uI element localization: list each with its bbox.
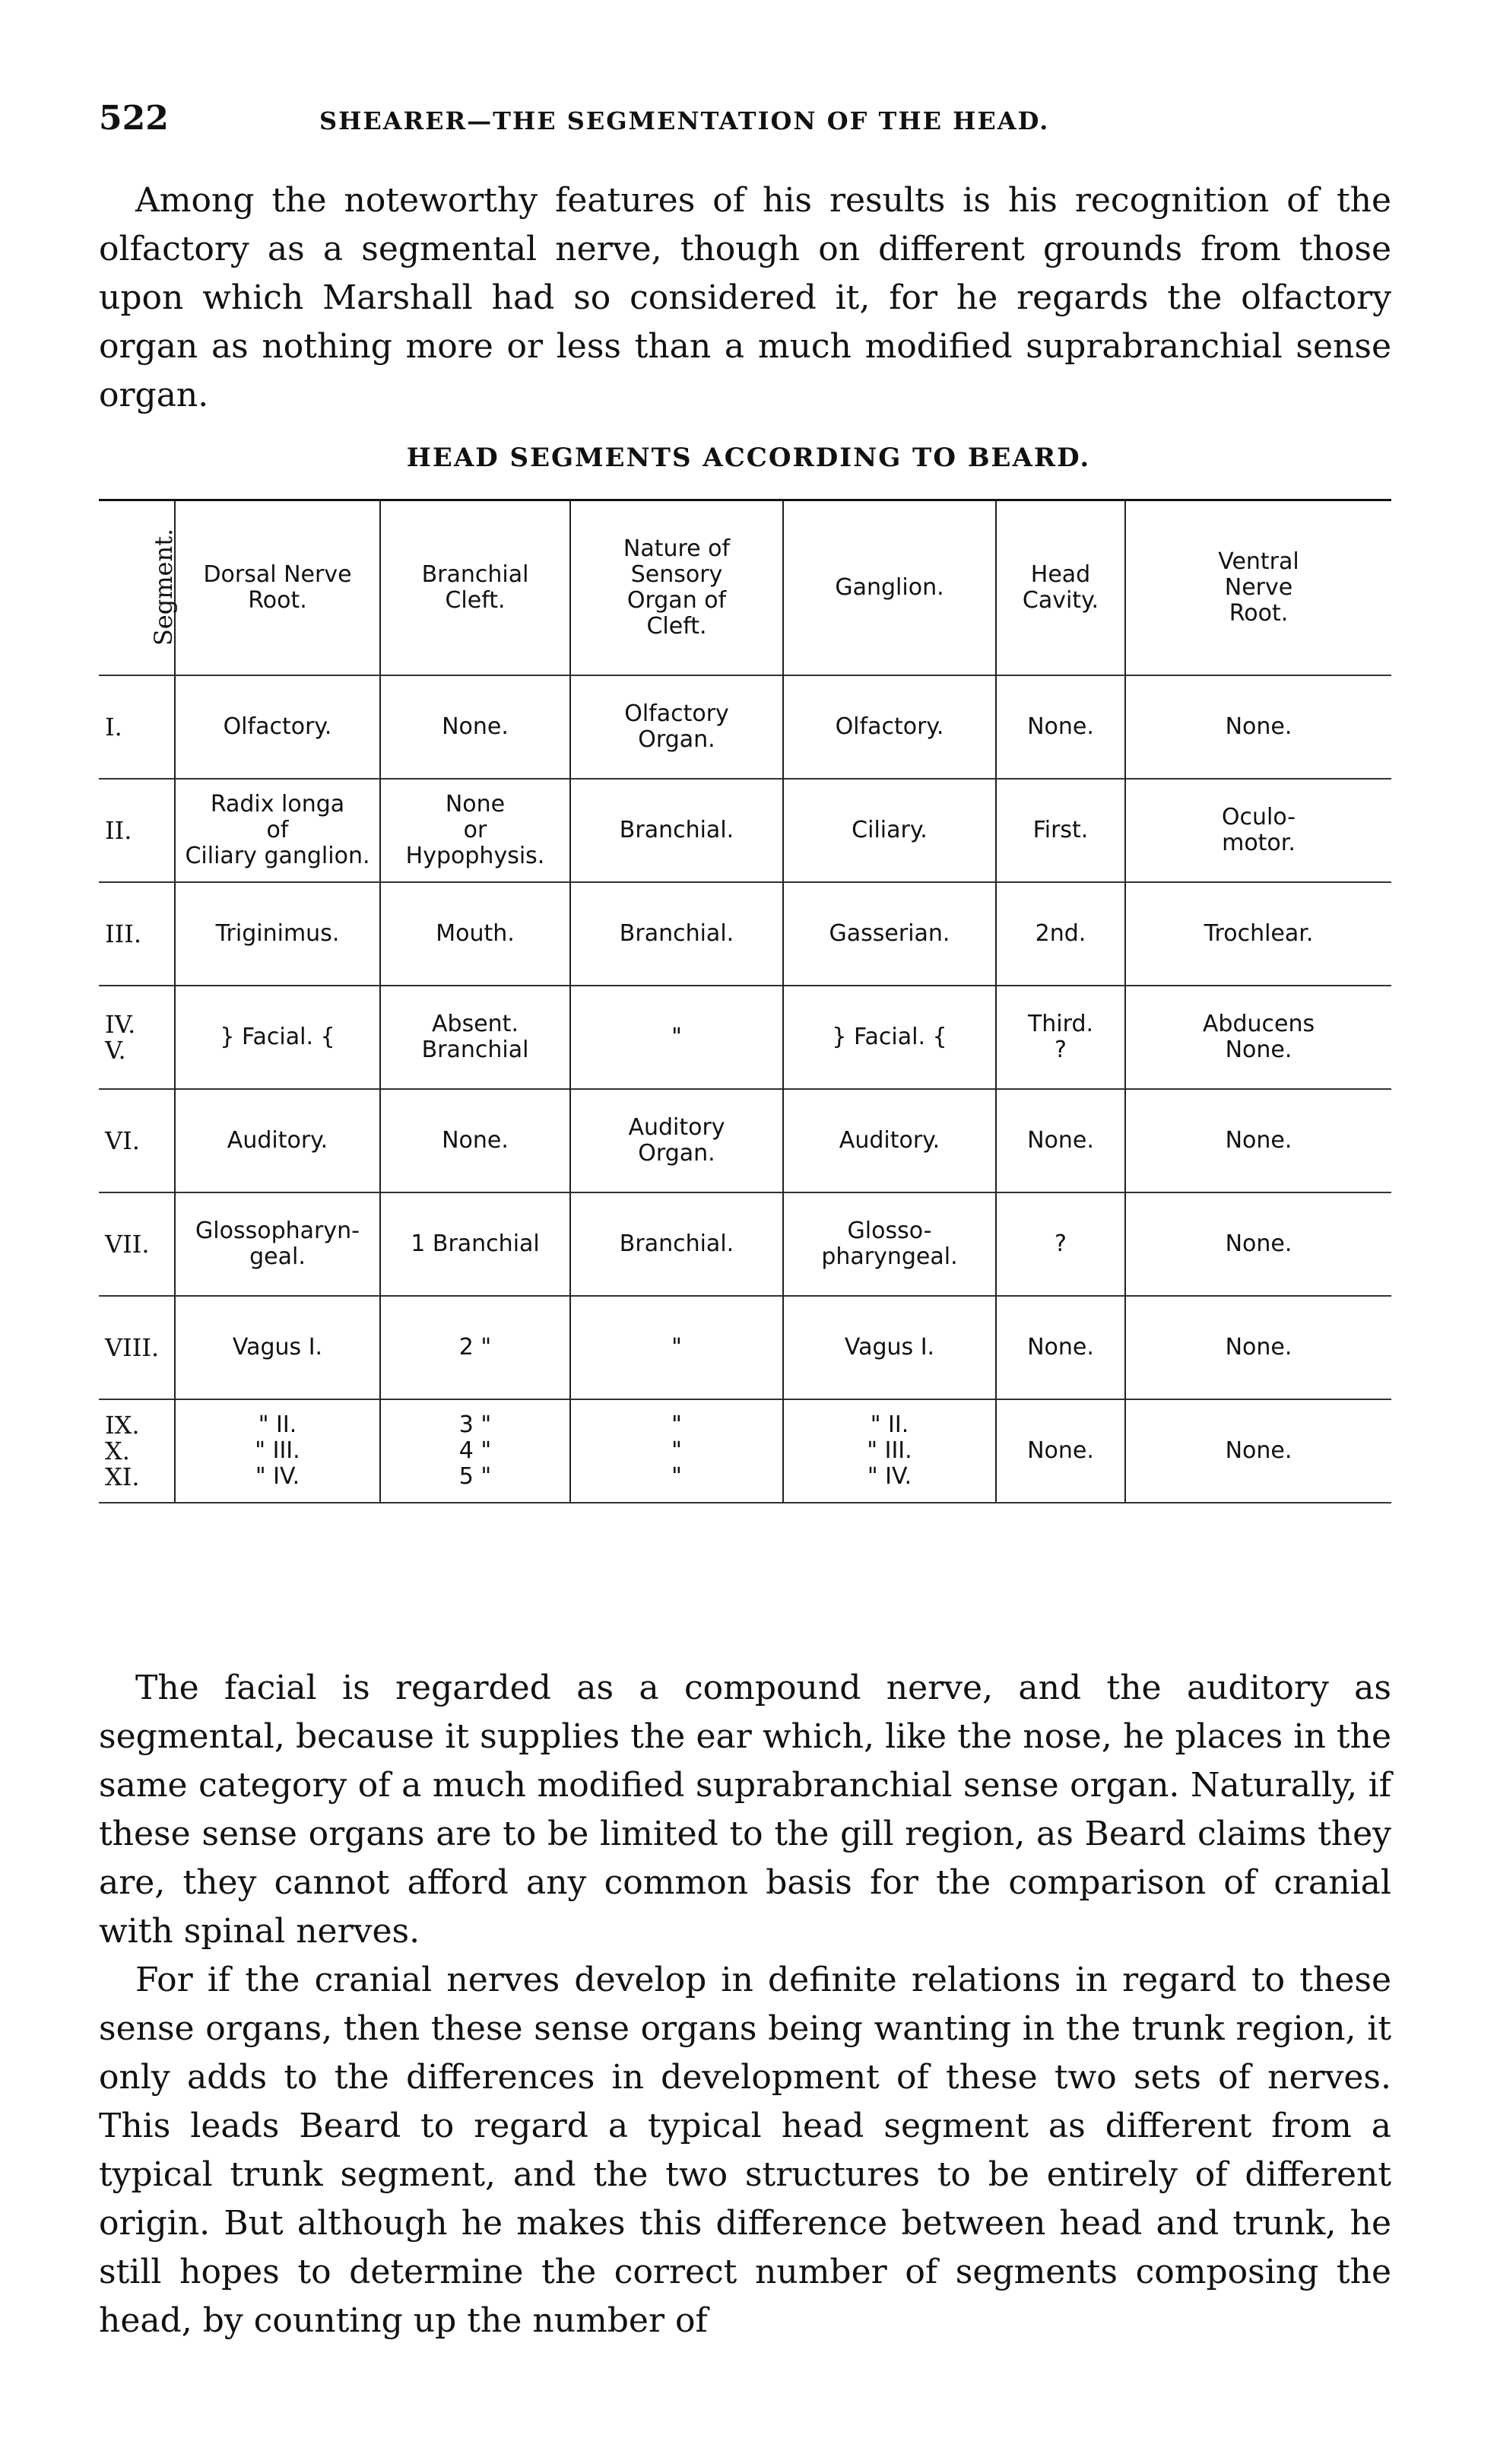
cell-head-cavity: ? <box>996 1192 1125 1296</box>
table-row <box>99 675 1391 779</box>
cell-sensory-organ: Branchial. <box>570 779 783 882</box>
cell-branchial-cleft: 1 Branchial <box>380 1192 570 1296</box>
cell-ganglion: Olfactory. <box>783 675 996 779</box>
cell-segment: I. <box>99 675 175 779</box>
cell-head-cavity: None. <box>996 675 1125 779</box>
header-nature-of-sensory-organ: Nature of Sensory Organ of Cleft. <box>570 500 783 676</box>
cell-sensory-organ: " <box>570 1296 783 1399</box>
cell-ventral-nerve-root: Oculo- motor. <box>1125 779 1391 882</box>
cell-sensory-organ: Olfactory Organ. <box>570 675 783 779</box>
header-branchial-cleft: Branchial Cleft. <box>380 500 570 676</box>
cell-ganglion: } Facial. { <box>783 986 996 1089</box>
cell-segment: II. <box>99 779 175 882</box>
cell-segment: VIII. <box>99 1296 175 1399</box>
cell-head-cavity: First. <box>996 779 1125 882</box>
header-segment: Segment. <box>99 500 175 676</box>
cell-sensory-organ: Branchial. <box>570 1192 783 1296</box>
table-row <box>99 1399 1391 1503</box>
cell-dorsal-nerve-root: Glossopharyn- geal. <box>175 1192 380 1296</box>
head-segments-table <box>99 499 1391 1503</box>
cell-ventral-nerve-root: Trochlear. <box>1125 882 1391 986</box>
cell-head-cavity: None. <box>996 1296 1125 1399</box>
table-row <box>99 882 1391 986</box>
cell-ventral-nerve-root: None. <box>1125 1399 1391 1503</box>
running-title: SHEARER—THE SEGMENTATION OF THE HEAD. <box>319 106 1050 135</box>
table-body <box>99 675 1391 1503</box>
table-row <box>99 779 1391 882</box>
header-ganglion: Ganglion. <box>783 500 996 676</box>
cell-ventral-nerve-root: None. <box>1125 675 1391 779</box>
cell-dorsal-nerve-root: Radix longa of Ciliary ganglion. <box>175 779 380 882</box>
cell-dorsal-nerve-root: Triginimus. <box>175 882 380 986</box>
cell-ganglion: Ciliary. <box>783 779 996 882</box>
cell-sensory-organ: Auditory Organ. <box>570 1089 783 1192</box>
cell-sensory-organ: " " " <box>570 1399 783 1503</box>
cell-branchial-cleft: Absent. Branchial <box>380 986 570 1089</box>
table-row <box>99 1296 1391 1399</box>
cell-ganglion: Vagus I. <box>783 1296 996 1399</box>
cell-dorsal-nerve-root: Olfactory. <box>175 675 380 779</box>
cell-branchial-cleft: None or Hypophysis. <box>380 779 570 882</box>
header-dorsal-nerve-root: Dorsal Nerve Root. <box>175 500 380 676</box>
cell-head-cavity: 2nd. <box>996 882 1125 986</box>
cell-segment: VI. <box>99 1089 175 1192</box>
cell-branchial-cleft: None. <box>380 1089 570 1192</box>
cell-branchial-cleft: Mouth. <box>380 882 570 986</box>
cell-ganglion: " II. " III. " IV. <box>783 1399 996 1503</box>
cell-branchial-cleft: None. <box>380 675 570 779</box>
cell-branchial-cleft: 2 " <box>380 1296 570 1399</box>
cell-segment: IV. V. <box>99 986 175 1089</box>
paragraph-2: The facial is regarded as a compound nerve, and the auditory as segmental, because it supplies the ear which, like the nose, he places in the same category of a much modified suprabranchial sense organ. Naturally, if these sense organs are to be limited to the gill region, as Beard claims they are, they cannot afford any common basis for the comparison of cranial with spinal nerves. <box>99 1669 1391 1951</box>
cell-head-cavity: Third. ? <box>996 986 1125 1089</box>
table-row <box>99 1192 1391 1296</box>
cell-segment: IX. X. XI. <box>99 1399 175 1503</box>
table-row <box>99 986 1391 1089</box>
paragraph-1: Among the noteworthy features of his results is his recognition of the olfactory as a segmental nerve, though on different grounds from those upon which Marshall had so considered it, for he regards the olfactory organ as nothing more or less than a much modified suprabranchial sense organ. <box>99 181 1391 414</box>
header-ventral-nerve-root: Ventral Nerve Root. <box>1125 500 1391 676</box>
cell-ventral-nerve-root: None. <box>1125 1192 1391 1296</box>
running-head <box>99 99 1391 144</box>
cell-ganglion: Auditory. <box>783 1089 996 1192</box>
cell-head-cavity: None. <box>996 1399 1125 1503</box>
cell-ganglion: Gasserian. <box>783 882 996 986</box>
cell-head-cavity: None. <box>996 1089 1125 1192</box>
cell-segment: VII. <box>99 1192 175 1296</box>
cell-dorsal-nerve-root: " II. " III. " IV. <box>175 1399 380 1503</box>
page-number: 522 <box>99 99 169 138</box>
cell-segment: III. <box>99 882 175 986</box>
cell-branchial-cleft: 3 " 4 " 5 " <box>380 1399 570 1503</box>
table-row <box>99 1089 1391 1192</box>
cell-ventral-nerve-root: Abducens None. <box>1125 986 1391 1089</box>
cell-ganglion: Glosso- pharyngeal. <box>783 1192 996 1296</box>
header-head-cavity: Head Cavity. <box>996 500 1125 676</box>
cell-dorsal-nerve-root: } Facial. { <box>175 986 380 1089</box>
cell-dorsal-nerve-root: Vagus I. <box>175 1296 380 1399</box>
table-title: HEAD SEGMENTS ACCORDING TO BEARD. <box>406 443 1091 473</box>
paragraph-3: For if the cranial nerves develop in definite relations in regard to these sense organs, then these sense organs being wanting in the trunk region, it only adds to the differences in development of these two sets of nerves. This leads Beard to regard a typical head segment as different from a typical trunk segment, and the two structures to be entirely of different origin. But although he makes this difference between head and trunk, he still hopes to determine the correct number of segments composing the head, by counting up the number of <box>99 1961 1391 2340</box>
cell-ventral-nerve-root: None. <box>1125 1296 1391 1399</box>
table-header-row <box>99 500 1391 676</box>
cell-sensory-organ: " <box>570 986 783 1089</box>
cell-ventral-nerve-root: None. <box>1125 1089 1391 1192</box>
cell-dorsal-nerve-root: Auditory. <box>175 1089 380 1192</box>
cell-sensory-organ: Branchial. <box>570 882 783 986</box>
